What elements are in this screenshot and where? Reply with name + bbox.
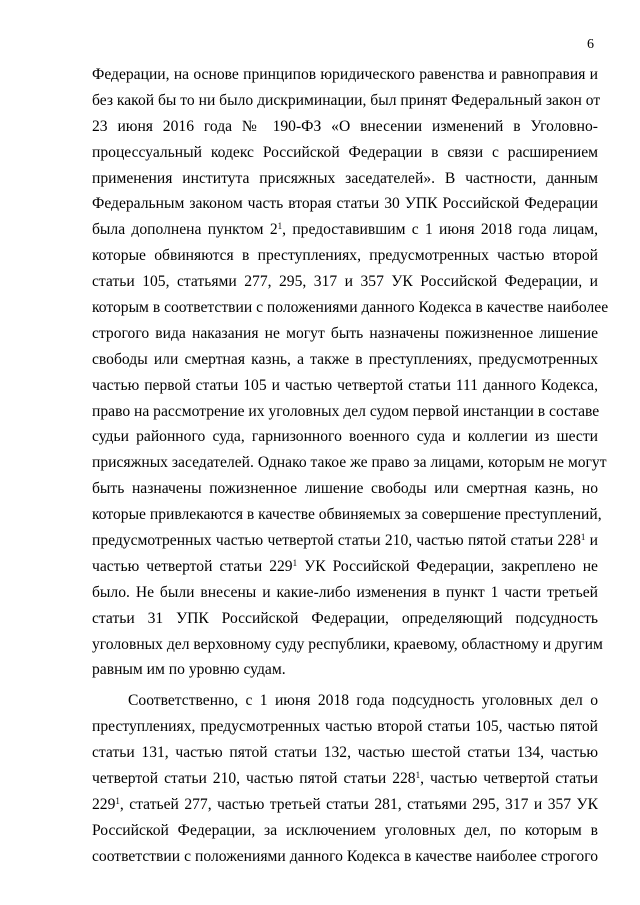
text-line [92,295,609,321]
text-run: и [585,532,598,550]
text-run: Соответственно, с 1 июня 2018 года подсудность уголовных дел о [128,692,598,710]
text-run: процессуальный кодекс Российской Федерации в связи с расширением [92,143,598,161]
text-run: , частью четвертой статьи [420,770,598,788]
text-run: была дополнена пунктом 2 [92,221,278,239]
text-run: 23 июня 2016 года № 190-ФЗ «О внесении изменений в Уголовно- [92,117,598,135]
text-run: Федерации, на основе принципов юридического равенства и равноправия и [92,66,598,83]
text-run: статьи 105, статьями 277, 295, 317 и 357 УК Российской Федерации, и [92,273,598,291]
text-run: Федеральным законом часть вторая статьи 30 УПК Российской Федерации [92,195,598,213]
text-run: , статьей 277, частью третьей статьи 281, статьями 295, 317 и 357 УК [119,795,598,813]
text-line [92,399,598,425]
text-line [92,217,598,243]
text-run: которым в соответствии с положениями данного Кодекса в качестве наиболее [92,299,609,317]
text-run: , предоставившим с 1 июня 2018 года лицам, [282,221,599,239]
text-line [92,243,598,269]
page-number: 6 [587,37,594,52]
text-run: право на рассмотрение их уголовных дел судом первой инстанции в составе [92,402,600,420]
footnote-superscript: 1 [580,532,586,543]
text-run: соответствии с положениями данного Кодекса в качестве наиболее строгого [92,847,598,865]
text-run: без какой бы то ни было дискриминации, был принят Федеральный закон от [92,91,601,109]
text-run: статьи 31 УПК Российской Федерации, определяющий подсудность [92,609,598,627]
text-line [92,554,598,580]
text-line [92,476,598,502]
text-run: четвертой статьи 210, частью пятой статьи 228 [92,770,416,788]
text-line [92,191,598,217]
text-line [92,740,598,766]
text-run: частью четвертой статьи 229 [92,557,293,575]
text-line [92,792,598,818]
text-run: уголовных дел верховному суду республики, краевому, областному и другим [92,635,603,653]
text-run: строгого вида наказания не могут быть назначены пожизненное лишение [92,324,598,342]
text-run: преступлениях, предусмотренных частью второй статьи 105, частью пятой [92,718,598,736]
text-run: статьи 131, частью пятой статьи 132, частью шестой статьи 134, частью [92,744,598,762]
text-line [92,844,598,870]
text-line [92,714,598,740]
text-run: присяжных заседателей. Однако такое же право за лицами, которым не могут [92,454,607,472]
text-line [92,347,598,373]
text-run: свободы или смертная казнь, а также в преступлениях, предусмотренных [92,350,598,368]
text-line [92,688,598,714]
text-run: предусмотренных частью четвертой статьи 210, частью пятой статьи 228 [92,532,581,550]
text-line [92,140,598,166]
text-line [92,766,598,792]
footnote-superscript: 1 [277,221,283,232]
text-line [92,818,598,844]
text-run: равным им по уровню судам. [92,661,286,679]
text-run: быть назначены пожизненное лишение свободы или смертная казнь, но [92,480,598,498]
text-run: 229 [92,795,116,813]
paragraph [92,688,598,869]
text-line [92,269,598,295]
text-line [92,114,598,140]
text-line [92,657,598,683]
text-line [92,88,601,114]
text-line [92,450,607,476]
text-line [92,424,598,450]
text-run: частью первой статьи 105 и частью четвертой статьи 111 данного Кодекса, [92,376,598,394]
text-run: судьи районного суда, гарнизонного военного суда и коллегии из шести [92,428,598,446]
text-line [92,606,598,632]
text-run: УК Российской Федерации, закреплено не [297,557,598,575]
text-run: Российской Федерации, за исключением уголовных дел, по которым в [92,821,598,839]
text-line [92,528,598,554]
text-run: применения института присяжных заседателей». В частности, данным [92,169,598,187]
text-run: было. Не были внесены и какие-либо изменения в пункт 1 части третьей [92,583,598,601]
paragraph [92,62,609,683]
text-line [92,580,598,606]
footnote-superscript: 1 [292,557,298,568]
text-line [92,502,602,528]
document-body [92,62,609,870]
text-line [92,321,598,347]
text-run: которые обвиняются в преступлениях, предусмотренных частью второй [92,247,598,265]
footnote-superscript: 1 [415,770,421,781]
footnote-superscript: 1 [115,795,120,806]
text-run: которые привлекаются в качестве обвиняемых за совершение преступлений, [92,506,602,524]
text-line [92,62,598,88]
text-line [92,632,603,658]
text-line [92,166,598,192]
text-line [92,373,598,399]
